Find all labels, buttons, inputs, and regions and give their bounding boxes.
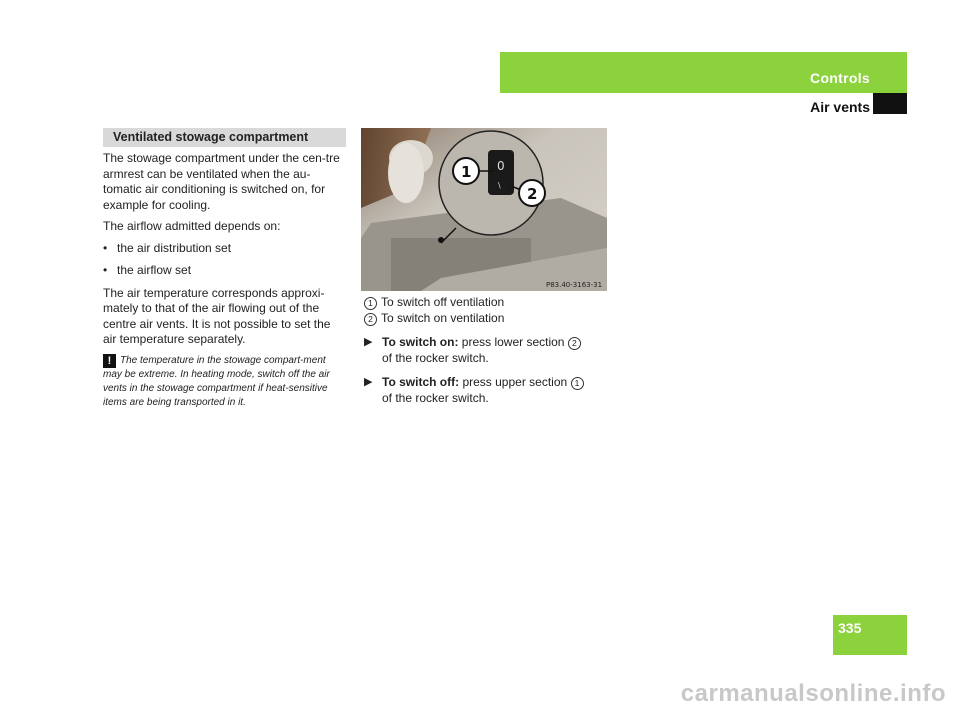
subsection-title: Air vents — [810, 99, 870, 115]
instruction-step — [364, 375, 614, 406]
step-text-cont: of the rocker switch. — [382, 390, 489, 405]
list-item-text: the airflow set — [117, 263, 192, 277]
legend-text: To switch on ventilation — [381, 310, 505, 325]
warning-icon: ! — [103, 354, 116, 368]
temperature-paragraph: The air temperature corresponds approxi-mately to that of the air flowing out of the centre air vents. It is not possible to set the air temperature separately. — [103, 285, 331, 346]
arrow-right-icon: ▶ — [364, 336, 373, 348]
svg-text:\: \ — [498, 181, 501, 190]
legend-item — [364, 295, 614, 311]
rocker-switch-photo — [361, 128, 607, 291]
left-column — [103, 128, 346, 411]
figure-code: P83.40-3163-31 — [546, 281, 603, 289]
page-number: 335 — [838, 620, 862, 636]
photo-illustration — [361, 128, 607, 291]
list-item: • the air distribution set — [103, 240, 232, 255]
legend-item — [364, 311, 614, 327]
legend-text: To switch off ventilation — [381, 295, 505, 309]
step-ref-number: 1 — [571, 377, 584, 390]
watermark: carmanualsonline.info — [680, 680, 946, 707]
warning-note-text: The temperature in the stowage compart-ment may be extreme. In heating mode, switch off the air vents in the stowage compartment if heat-sensitive items are being transported in it. — [103, 354, 330, 409]
section-heading: Ventilated stowage compartment — [103, 128, 346, 147]
step-label: To switch off: — [382, 375, 460, 389]
section-title: Controls — [810, 70, 870, 86]
instruction-step — [364, 335, 614, 366]
intro-paragraph: The stowage compartment under the cen-tre armrest can be ventilated when the au-tomatic air conditioning is switched on, for example for cooling. — [103, 151, 340, 212]
step-ref-number: 2 — [568, 337, 581, 350]
middle-column — [364, 295, 614, 406]
callout-1: 1 — [461, 163, 472, 181]
list-item-text: the air distribution set — [117, 240, 232, 255]
header-black-tab — [873, 93, 907, 114]
arrow-right-icon: ▶ — [364, 376, 373, 388]
step-text-cont: of the rocker switch. — [382, 350, 489, 365]
svg-text:0: 0 — [497, 159, 505, 173]
warning-note — [103, 354, 346, 411]
callout-2: 2 — [527, 185, 538, 203]
step-text: press lower section — [458, 335, 568, 349]
legend-number: 2 — [364, 313, 377, 326]
step-label: To switch on: — [382, 335, 459, 349]
list-item: • the airflow set — [103, 263, 192, 277]
airflow-depends-paragraph: The airflow admitted depends on: — [103, 219, 281, 233]
legend-number: 1 — [364, 297, 377, 310]
step-text: press upper section — [459, 375, 571, 389]
